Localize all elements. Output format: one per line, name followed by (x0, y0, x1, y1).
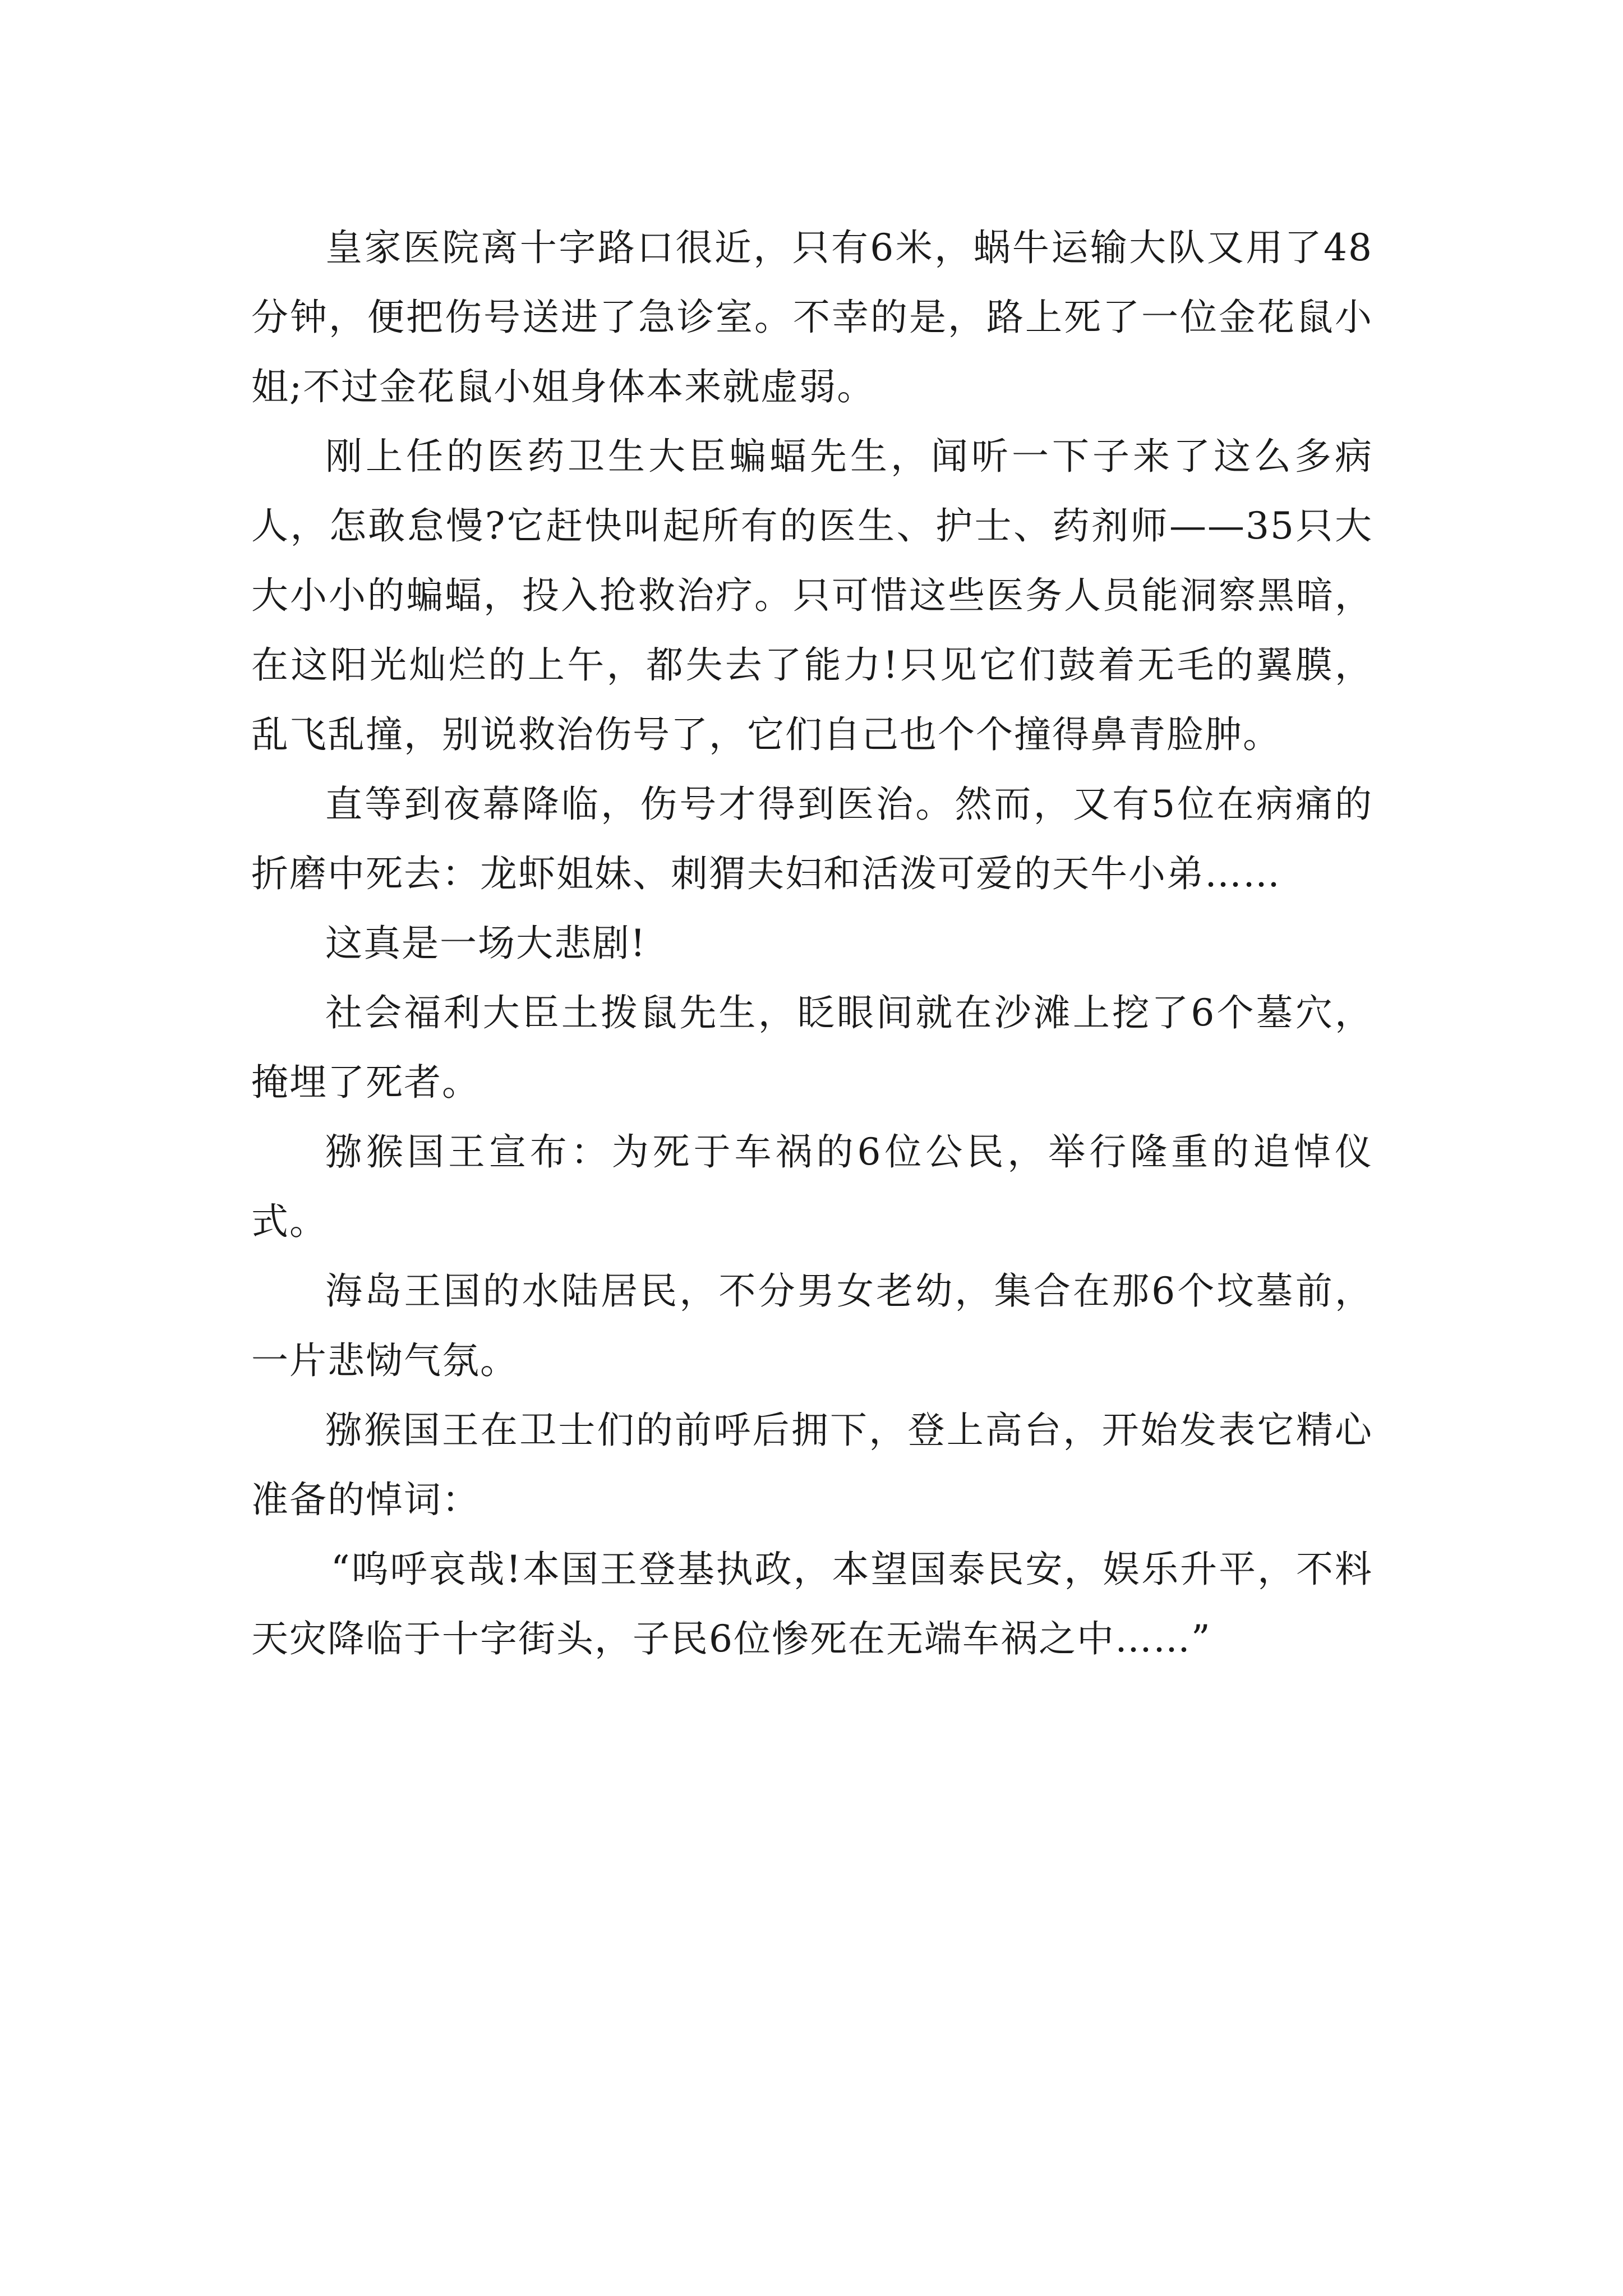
paragraph-tragedy: 这真是一场大悲剧! (325, 922, 647, 965)
paragraph-burial: 社会福利大臣土拨鼠先生，眨眼间就在沙滩上挖了6个墓穴，掩埋了死者。 (251, 991, 1373, 1104)
paragraph-eulogy-quote: “呜呼哀哉!本国王登基执政，本望国泰民安，娱乐升平，不料天灾降临于十字街头，子民6位惨死在无端车祸之中……” (251, 1548, 1373, 1660)
paragraph-nightfall: 直等到夜幕降临，伤号才得到医治。然而，又有5位在病痛的折磨中死去：龙虾姐妹、刺猬夫妇和活泼可爱的天牛小弟…… (251, 783, 1373, 895)
paragraph-gathering: 海岛王国的水陆居民，不分男女老幼，集合在那6个坟墓前，一片悲恸气氛。 (251, 1269, 1373, 1382)
paragraph-announcement: 猕猴国王宣布：为死于车祸的6位公民，举行隆重的追悼仪式。 (251, 1130, 1373, 1243)
body-text (251, 213, 1373, 1674)
paragraph-bat-minister: 刚上任的医药卫生大臣蝙蝠先生，闻听一下子来了这么多病人，怎敢怠慢?它赶快叫起所有的医生、护士、药剂师——35只大大小小的蝙蝠，投入抢救治疗。只可惜这些医务人员能洞察黑暗，在这阳光灿烂的上午，都失去了能力!只见它们鼓着无毛的翼膜，乱飞乱撞，别说救治伤号了，它们自己也个个撞得鼻青脸肿。 (251, 435, 1373, 756)
paragraph-hospital: 皇家医院离十字路口很近，只有6米，蜗牛运输大队又用了48分钟，便把伤号送进了急诊室。不幸的是，路上死了一位金花鼠小姐;不过金花鼠小姐身体本来就虚弱。 (251, 226, 1373, 408)
paragraph-king-speech-intro: 猕猴国王在卫士们的前呼后拥下，登上高台，开始发表它精心准备的悼词： (251, 1409, 1373, 1521)
